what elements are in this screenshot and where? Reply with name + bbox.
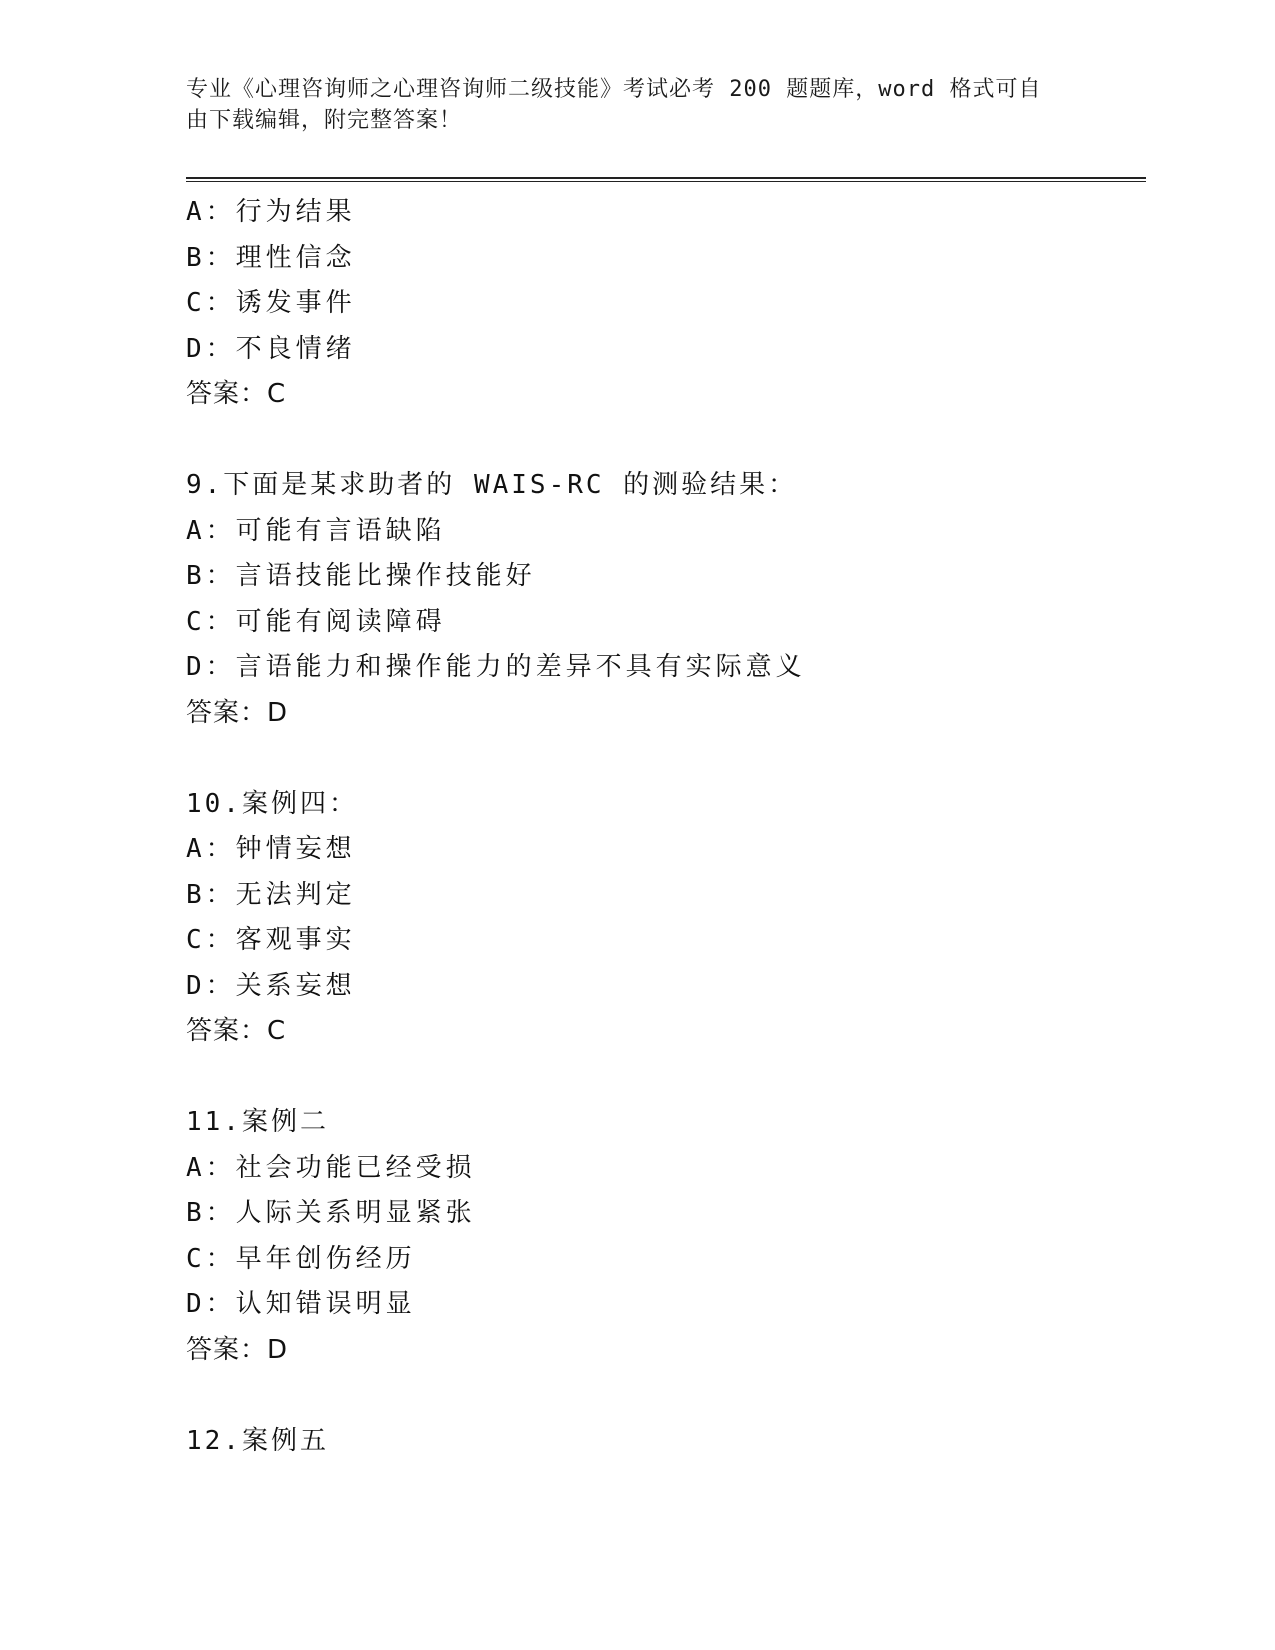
option-d: D：言语能力和操作能力的差异不具有实际意义 [186,652,806,682]
option-a: A：可能有言语缺陷 [186,515,446,546]
option-c: C：客观事实 [186,925,356,955]
spacer [186,1373,1146,1419]
header-divider [186,177,1146,182]
option-b: B：言语技能比操作技能好 [186,561,536,591]
spacer [186,1055,1146,1101]
header-line-2: 由下载编辑，附完整答案！ [186,108,463,133]
option-d: D：关系妄想 [186,970,356,1001]
option-a: A：社会功能已经受损 [186,1152,476,1183]
option-c: C：可能有阅读障碍 [186,606,446,637]
spacer [186,736,1146,782]
question-title: 11.案例二 [186,1107,329,1137]
option-b: B：人际关系明显紧张 [186,1198,476,1228]
option-d: D：不良情绪 [186,333,356,364]
question-block [186,463,1146,736]
answer-line: 答案：D [186,1334,289,1365]
option-a: A：行为结果 [186,197,356,227]
question-list [186,190,1146,1464]
option-c: C：早年创伤经历 [186,1243,416,1274]
option-c: C：诱发事件 [186,288,356,318]
question-title: 9.下面是某求助者的 WAIS-RC 的测验结果： [186,470,798,500]
question-block [186,1100,1146,1373]
question-title: 10.案例四： [186,788,358,819]
answer-line: 答案：C [186,379,287,409]
option-b: B：无法判定 [186,879,356,910]
option-b: B：理性信念 [186,242,356,273]
question-block [186,782,1146,1055]
document-header [186,74,1086,136]
option-d: D：认知错误明显 [186,1289,416,1319]
spacer [186,418,1146,464]
answer-line: 答案：D [186,697,289,728]
question-title: 12.案例五 [186,1425,329,1456]
question-block [186,190,1146,418]
option-a: A：钟情妄想 [186,834,356,864]
answer-line: 答案：C [186,1016,287,1046]
question-block [186,1419,1146,1465]
header-line-1: 专业《心理咨询师之心理咨询师二级技能》考试必考 200 题题库，word 格式可自 [186,77,1042,102]
